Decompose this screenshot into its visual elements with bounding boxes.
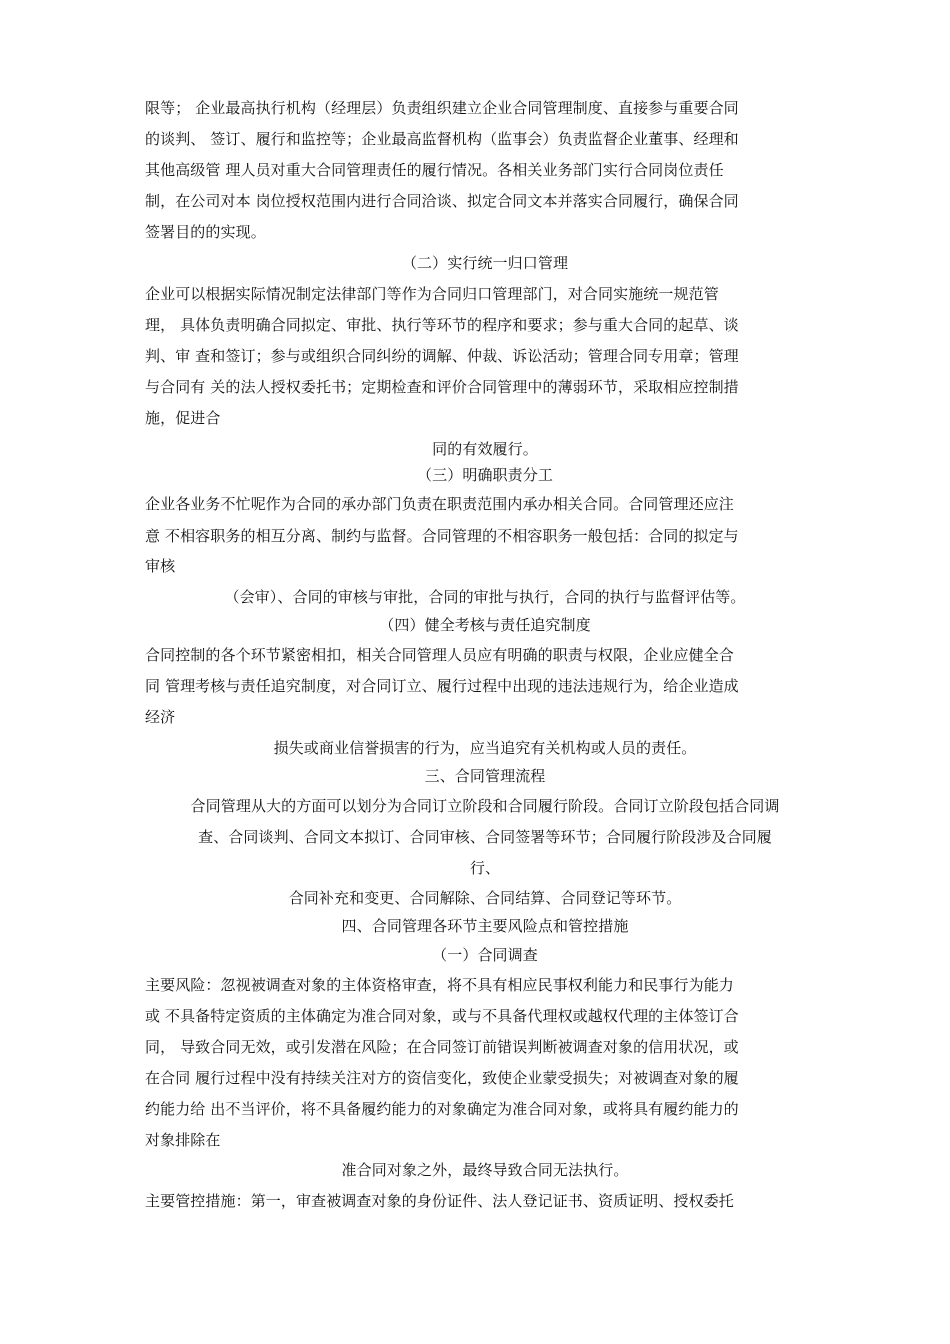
paragraph-line: 判、审 查和签订；参与或组织合同纠纷的调解、仲裁、诉讼活动；管理合同专用章；管理	[145, 347, 739, 365]
paragraph-line: 同， 导致合同无效，或引发潜在风险；在合同签订前错误判断被调查对象的信用状况，或	[145, 1038, 739, 1056]
centered-line: 查、合同谈判、合同文本拟订、合同审核、合同签署等环节；合同履行阶段涉及合同履	[198, 828, 772, 846]
paragraph-line: 的谈判、 签订、履行和监控等；企业最高监督机构（监事会）负责监督企业董事、经理和	[145, 130, 739, 148]
paragraph-line: 理， 具体负责明确合同拟定、审批、执行等环节的程序和要求；参与重大合同的起草、谈	[145, 316, 739, 334]
paragraph-line: 审核	[145, 557, 176, 575]
centered-line: 合同补充和变更、合同解除、合同结算、合同登记等环节。	[288, 889, 682, 907]
paragraph-line: 施，促进合	[145, 409, 221, 427]
section-heading: 四、合同管理各环节主要风险点和管控措施	[341, 917, 629, 935]
paragraph-line: 签署目的的实现。	[145, 223, 266, 241]
centered-line: 同的有效履行。	[432, 440, 538, 458]
paragraph-line: 与合同有 关的法人授权委托书；定期检查和评价合同管理中的薄弱环节，采取相应控制措	[145, 378, 739, 396]
paragraph-line: 在合同 履行过程中没有持续关注对方的资信变化，致使企业蒙受损失；对被调查对象的履	[145, 1069, 739, 1087]
paragraph-line: 制，在公司对本 岗位授权范围内进行合同洽谈、拟定合同文本并落实合同履行，确保合同	[145, 192, 739, 210]
paragraph-line: 经济	[145, 708, 176, 726]
section-heading: 三、合同管理流程	[424, 767, 546, 785]
section-heading: （一）合同调查	[432, 946, 538, 964]
paragraph-line: 或 不具备特定资质的主体确定为准合同对象，或与不具备代理权或越权代理的主体签订合	[145, 1007, 739, 1025]
paragraph-line: 合同控制的各个环节紧密相扣，相关合同管理人员应有明确的职责与权限，企业应健全合	[145, 646, 734, 664]
paragraph-line: 企业各业务不忙呢作为合同的承办部门负责在职责范围内承办相关合同。合同管理还应注	[145, 495, 734, 513]
paragraph-line: 企业可以根据实际情况制定法律部门等作为合同归口管理部门，对合同实施统一规范管	[145, 285, 719, 303]
paragraph-line: 限等； 企业最高执行机构（经理层）负责组织建立企业合同管理制度、直接参与重要合同	[145, 99, 739, 117]
centered-line: 行、	[469, 859, 501, 877]
paragraph-line: 其他高级管 理人员对重大合同管理责任的履行情况。各相关业务部门实行合同岗位责任	[145, 161, 724, 179]
centered-line: 准合同对象之外，最终导致合同无法执行。	[341, 1161, 629, 1179]
paragraph-line: 约能力给 出不当评价，将不具备履约能力的对象确定为准合同对象，或将具有履约能力的	[145, 1100, 739, 1118]
centered-line: 损失或商业信誉损害的行为，应当追究有关机构或人员的责任。	[273, 739, 697, 757]
paragraph-line: 主要管控措施：第一，审查被调查对象的身份证件、法人登记证书、资质证明、授权委托	[145, 1192, 734, 1210]
section-heading: （三）明确职责分工	[417, 466, 553, 484]
centered-line: 合同管理从大的方面可以划分为合同订立阶段和合同履行阶段。合同订立阶段包括合同调	[190, 797, 780, 815]
paragraph-line: 同 管理考核与责任追究制度，对合同订立、履行过程中出现的违法违规行为，给企业造成	[145, 677, 739, 695]
paragraph-line: 主要风险：忽视被调查对象的主体资格审查，将不具有相应民事权利能力和民事行为能力	[145, 976, 734, 994]
section-heading: （四）健全考核与责任追究制度	[379, 616, 591, 634]
section-heading: （二）实行统一归口管理	[401, 254, 569, 272]
paragraph-line: 意 不相容职务的相互分离、制约与监督。合同管理的不相容职务一般包括：合同的拟定与	[145, 527, 739, 545]
paragraph-line: 对象排除在	[145, 1131, 221, 1149]
centered-line: （会审）、合同的审核与审批，合同的审批与执行，合同的执行与监督评估等。	[224, 588, 746, 606]
